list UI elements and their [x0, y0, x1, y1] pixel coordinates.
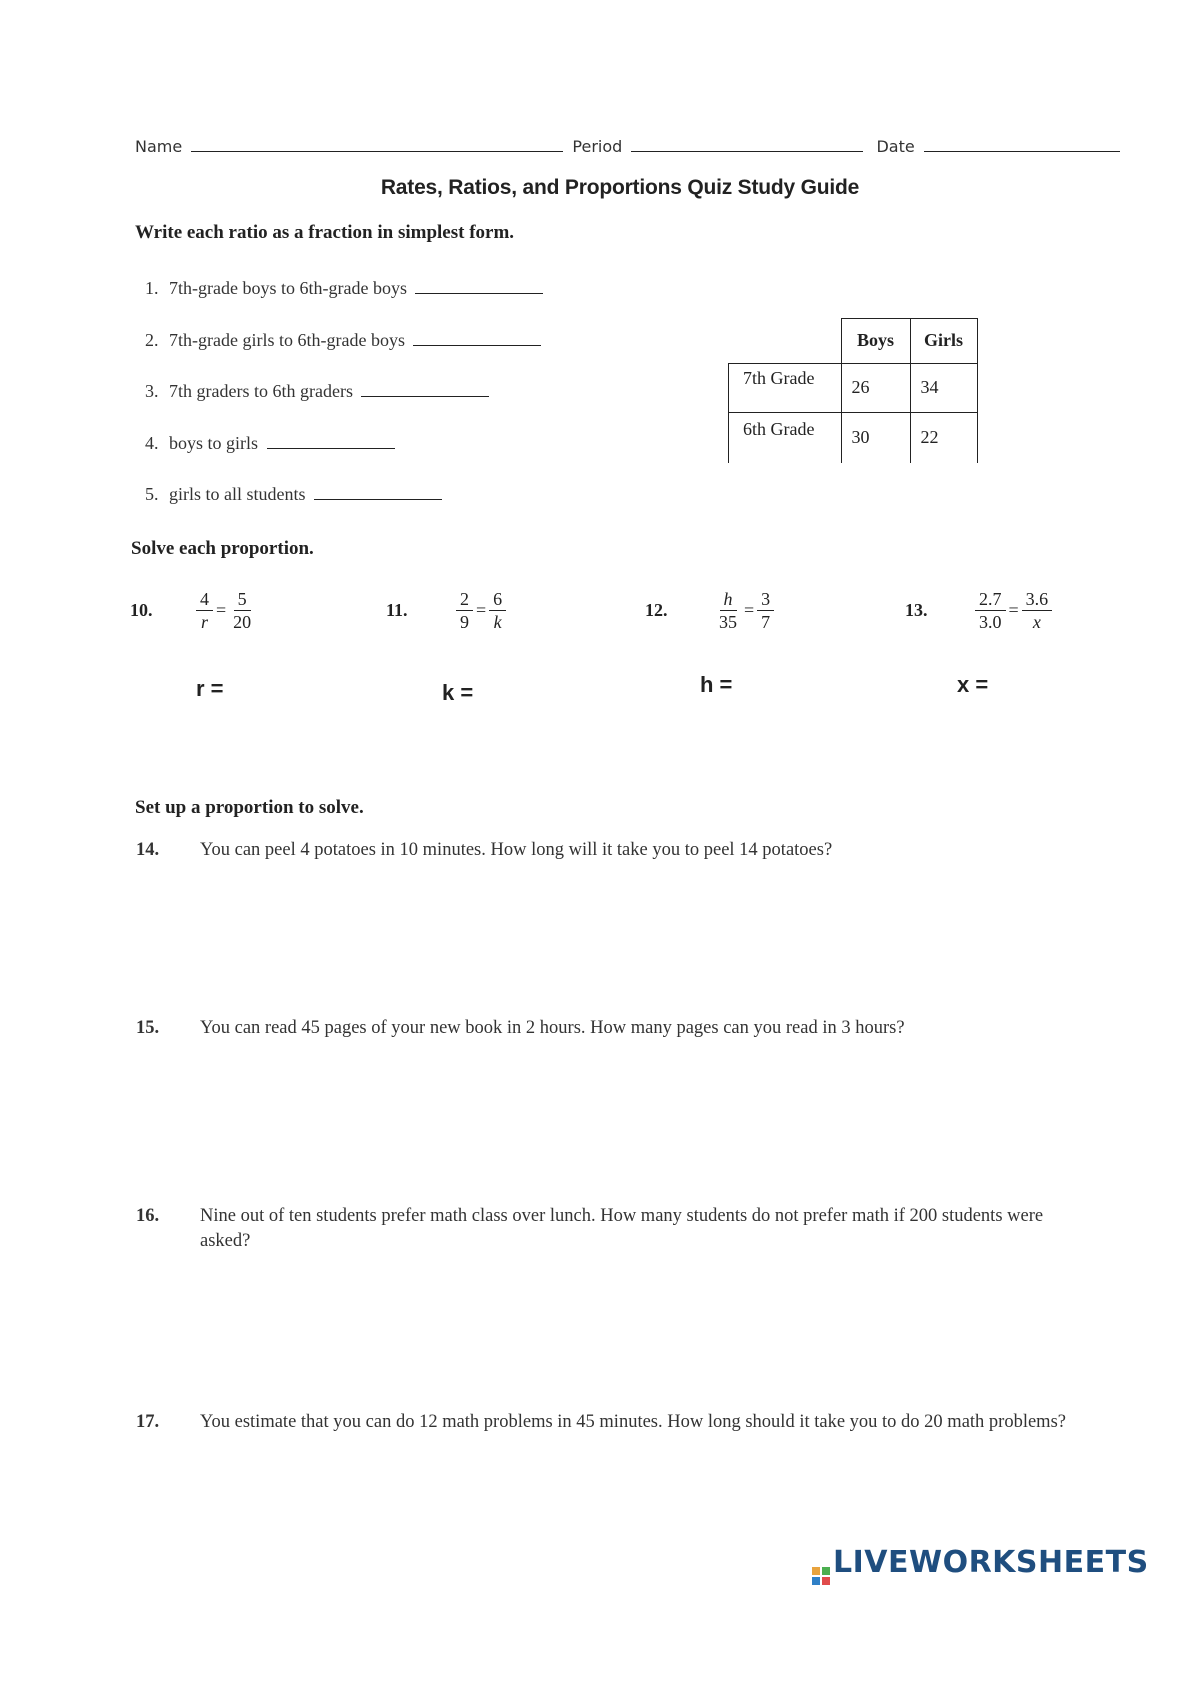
word-problem: 17. You estimate that you can do 12 math problems in 45 minutes. How long should it take you to do 20 math problems? [136, 1412, 1066, 1432]
proportion-problem: 10. $\frac{4}{r}$ = $\frac{5}{20}$ [130, 588, 255, 633]
proportion-problem: 13. $\frac{2.7}{3.0}$ = $\frac{3.6}{x}$ [905, 588, 1052, 633]
girls-cell: 34 [910, 363, 977, 412]
girls-cell: 22 [910, 412, 977, 463]
answer-blank[interactable] [361, 378, 489, 397]
ratio-item: 3. 7th graders to 6th graders [145, 378, 489, 402]
answer-blank[interactable] [314, 481, 442, 500]
boys-cell: 30 [841, 412, 910, 463]
word-problem: 16. Nine out of ten students prefer math class over lunch. How many students do not prefer math if 200 students were asked? [136, 1206, 1044, 1251]
fraction: $\frac{6}{k}$ [489, 588, 506, 633]
student-info-header [135, 133, 1120, 156]
fraction: $\frac{4}{r}$ [196, 588, 213, 633]
boys-cell: 26 [841, 363, 910, 412]
logo-square [822, 1567, 830, 1575]
logo-square [812, 1567, 820, 1575]
ratio-item: 2. 7th-grade girls to 6th-grade boys [145, 327, 541, 351]
answer-label-r[interactable]: r = [196, 676, 224, 701]
proportion-problem: 12. $\frac{h}{35}$ = $\frac{3}{7}$ [645, 588, 774, 633]
logo-text: LIVEWORKSHEETS [833, 1545, 1149, 1580]
ratio-item: 5. girls to all students [145, 481, 442, 505]
date-field[interactable] [924, 133, 1120, 152]
section-heading-word-problems: Set up a proportion to solve. [135, 797, 364, 818]
word-problem: 15. You can read 45 pages of your new book in 2 hours. How many pages can you read in 3 hours? [136, 1018, 905, 1038]
answer-blank[interactable] [415, 275, 543, 294]
answer-blank[interactable] [267, 430, 395, 449]
table-header-girls: Girls [910, 319, 977, 364]
fraction: $\frac{3}{7}$ [757, 588, 774, 633]
ratio-item: 4. boys to girls [145, 430, 395, 454]
word-problem: 14. You can peel 4 potatoes in 10 minutes. How long will it take you to peel 14 potatoes? [136, 840, 833, 860]
section-heading-proportions: Solve each proportion. [131, 538, 314, 559]
answer-blank[interactable] [413, 327, 541, 346]
table-corner [729, 319, 842, 364]
proportion-problem: 11. $\frac{2}{9}$ = $\frac{6}{k}$ [386, 588, 506, 633]
table-row [729, 412, 978, 463]
table-header-boys: Boys [841, 319, 910, 364]
date-label: Date [876, 137, 915, 156]
period-label: Period [572, 137, 623, 156]
fraction: $\frac{2.7}{3.0}$ [975, 588, 1006, 633]
row-label: 7th Grade [729, 363, 842, 412]
period-field[interactable] [631, 133, 863, 152]
logo-square [812, 1577, 820, 1585]
name-field[interactable] [191, 133, 563, 152]
ratio-item: 1. 7th-grade boys to 6th-grade boys [145, 275, 543, 299]
name-label: Name [135, 137, 183, 156]
answer-label-h[interactable]: h = [700, 672, 733, 697]
fraction: $\frac{5}{20}$ [233, 589, 252, 632]
logo-square [822, 1577, 830, 1585]
answer-label-k[interactable]: k = [442, 680, 474, 705]
fraction: $\frac{h}{35}$ [719, 589, 737, 632]
fraction: $\frac{2}{9}$ [456, 588, 473, 633]
row-label: 6th Grade [729, 412, 842, 463]
answer-label-x[interactable]: x = [957, 672, 989, 697]
grade-table [728, 318, 978, 463]
page-title: Rates, Ratios, and Proportions Quiz Study Guide [380, 176, 860, 199]
section-heading-ratios: Write each ratio as a fraction in simplest form. [135, 222, 515, 243]
fraction: $\frac{3.6}{x}$ [1022, 588, 1053, 633]
liveworksheets-logo-icon [812, 1567, 830, 1585]
liveworksheets-logo [812, 1545, 1149, 1585]
table-row [729, 363, 978, 412]
